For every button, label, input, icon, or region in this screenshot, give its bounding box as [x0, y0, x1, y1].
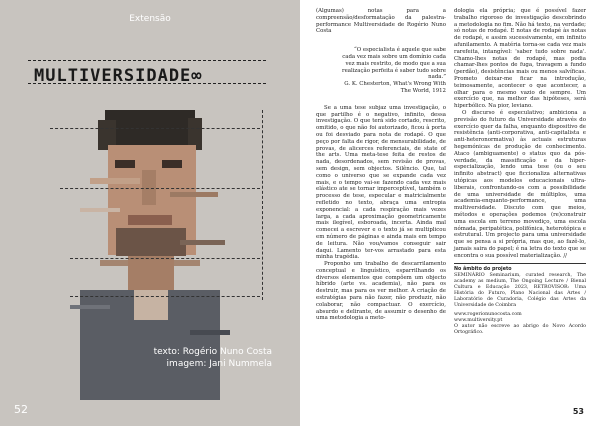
right-page	[300, 0, 600, 426]
website-link[interactable]: www.multiversity.pt	[454, 318, 503, 324]
intro-heading: (Algumas) notas para a compreensão/desformatação da palestra-performance Multiversidade de Rogério Nuno Costa	[316, 8, 446, 35]
guide-line	[70, 296, 260, 297]
column-1	[316, 8, 446, 322]
project-note	[454, 263, 586, 336]
paragraph: dologia ela própria; que é possível fazer trabalho rigoroso de investigação descobrindo a metodologia no fim. Não há texto, na verdade; só notas de rodapé. E notas de rodapé às notas de rodapé, e assim sucessivamente, em infinito afunilamento. A matéria torna-se cada vez mais rarefeita, intangível: 'saber tudo sobre nada'. Chamo-lhes notas de rodapé, mas podia chamar-lhes pontos de fuga, travagem a fundo (perdão), desistências mais ou menos salvíficas. Prometo deixar-me ficar na introdução, teimosamente, acontecer o que acontecer, a olhar para o mesmo vazio de sempre. Um exercício que, na melhor das hipóteses, será hiperbólico. Na pior, leviano.	[454, 8, 586, 110]
website-link[interactable]: www.rogerionunocosta.com	[454, 312, 522, 318]
credits	[154, 346, 272, 370]
credit-text: texto: Rogério Nuno Costa	[153, 347, 272, 357]
column-2	[454, 8, 586, 336]
guide-line	[70, 258, 260, 259]
page-title: MULTIVERSIDADE∞	[34, 66, 203, 86]
paragraph: Proponho um trabalho de descarrilamento conceptual e linguístico, esparrilhando os diversos elementos que compõem um objecto híbrido (arte vs. academia), não para os destruir, mas para os ver melhor. A criação de estratégias para não fazer, não produzir, não colaborar, não compactuar. O exercício, absurdo e delirante, de assumir o desenho de uma metodologia a meto-	[316, 261, 446, 322]
paragraph: O discurso é especulativo; ambiciona a previsão do futuro da Universidade através do exercício quer da falha, enquanto dispositivo de resistência (anti-corporativa, anti-capitalista e anti-heteronormativa) às actuais estruturas hegemónicas de produção de conhecimento. Ataco (ambiguamente) o status quo da pós-verdade, da massificação e da hiper-especialização, lendo uma tese (ou o seu infinito abstract) que ficcionaliza alternativas utópicas aos modelos educacionais ultra-liberais, confrontando-os com a possibilidade de uma universidade de múltiplos, uma academia-enquanto-performance, uma multiversidade. Discuto com que meios, métodos e operações podemos (re)construir uma escola em terreno movediço, uma escola nómada, peripatética, polifónica, heterotópica e estrutural. Um projecto para uma universidade que se pensa a si própria, mas que, ao fazê-lo, jamais saira do papel; é na letra do texto que se encontra o sua possível materialização. //	[454, 109, 586, 259]
project-note-text: SEMINÁRIO Seminarium, curated research, The academy as medium, The Ongoing Lecture / Bienal Cultura e Educação 2023, RETROVISOR: Uma História do Futuro, Plano Nacional das Artes / Laboratório de Curadoria, Colégio das Artes da Universidade de Coimbra	[454, 273, 586, 309]
section-label: Extensão	[129, 14, 171, 24]
epigraph-source: G. K. Chesterton, What's Wrong With The World, 1912	[344, 81, 446, 94]
epigraph	[342, 47, 446, 95]
epigraph-text: “O especialista é aquele que sabe cada vez mais sobre um domínio cada vez mais restrito, de modo que a sua realização perfeita é saber tudo sobre nada.”	[342, 47, 446, 81]
page-number-right: 53	[572, 407, 584, 416]
guide-line	[262, 110, 263, 300]
project-note-title: No âmbito do projeto	[454, 267, 512, 273]
page-number-left: 52	[14, 403, 28, 416]
guide-line	[60, 188, 260, 189]
guide-line	[50, 128, 260, 129]
paragraph: Se a uma tese subjaz uma investigação, o que partilho é o negativo, infinito, dessa investigação. O que terá sido cortado, rescrito, omitido, o que não foi autorizado, ficou à porta ou foi desviado para nota de rodapé. O que peço por falta de rigor, de mensurabilidade, de provas, de alicerces referenciais, de state of the arts. Uma meta-tese feita de restos de nada, desordenados, sem revisão de provas, sem design, sem objectos. Silêncio. Que, tal como o universo que se expande cada vez mais, e o tempo vai-se fazendo cada vez mais elástico ate se tornar imperceptível, também o processo de tese, especular e matricialmente refletido no texto, abraça uma entropia exponencial: a cada respiração mais vezes larga, a cada aproximação geometricamente mais ilegível, esboroada, incerta. Ainda mal comecei a escrever e o texto já se multiplicou em número de páginas e ainda mais em tempo de leitura. Não vou/vamos conseguir sair daqui. Lamento ter-vos arrastado para esta minha tragédia.	[316, 104, 446, 261]
orthography-note: O autor não escreve ao abrigo do Novo Acordo Ortográfico.	[454, 324, 586, 336]
credit-image: imagem: Jani Nummela	[166, 359, 272, 369]
